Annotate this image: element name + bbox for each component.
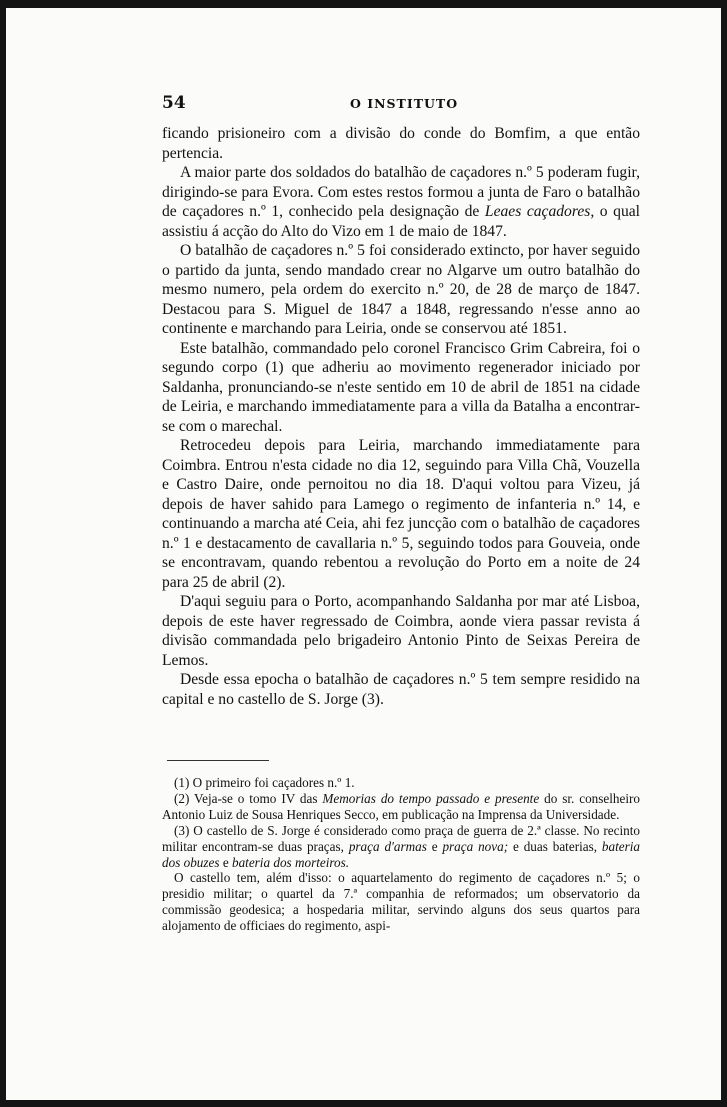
page-number: 54 bbox=[162, 93, 186, 113]
paragraph-5: Retrocedeu depois para Leiria, marchando immediatamente para Coimbra. Entrou n'esta cidade no dia 12, seguindo para Villa Chã, Vouzella e Castro Daire, onde pernoitou no dia 18. D'aqui voltou para Vizeu, já depois de haver sahido para Lamego o regimento de infanteria n.º 14, e continuando a marcha até Ceia, ahi fez juncção com o batalhão de caçadores n.º 1 e destacamento de cavallaria n.º 5, seguindo todos para Gouveia, onde se encontravam, quando rebentou a revolução do Porto em a noite de 24 para 25 de abril (2). bbox=[162, 437, 640, 591]
paragraph-2: A maior parte dos soldados do batalhão de caçadores n.º 5 poderam fugir, dirigindo-se para Evora. Com estes restos formou a junta de Faro o batalhão de caçadores n.º 1, conhecido pela designação de Leaes caçadores, o qual assistiu á acção do Alto do Vizo em 1 de maio de 1847. bbox=[162, 164, 640, 240]
footnote-3-continued: O castello tem, além d'isso: o aquartelamento do regimento de caçadores n.º 5; o presidio militar; o quartel da 7.ª companhia de reformados; um observatorio da commissão geodesica; a hospedaria militar, servindo alguns dos seus quartos para alojamento de officiaes do regimento, aspi- bbox=[162, 870, 640, 934]
paragraph-6: D'aqui seguiu para o Porto, acompanhando Saldanha por mar até Lisboa, depois de este haver regressado de Coimbra, aonde viera passar revista á divisão commandada pelo brigadeiro Antonio Pinto de Seixas Pereira de Lemos. bbox=[162, 593, 640, 669]
paragraph-1: ficando prisioneiro com a divisão do conde do Bomfim, a que então pertencia. bbox=[162, 125, 640, 162]
paragraph-3: O batalhão de caçadores n.º 5 foi considerado extincto, por haver seguido o partido da junta, sendo mandado crear no Algarve um outro batalhão do mesmo numero, pela ordem do exercito n.º 20, de 28 de março de 1847. Destacou para S. Miguel de 1847 a 1848, regressando n'esse anno ao continente e marchando para Leiria, onde se conservou até 1851. bbox=[162, 242, 640, 337]
paragraph-4: Este batalhão, commandado pelo coronel Francisco Grim Cabreira, foi o segundo corpo (1) que adheriu ao movimento regenerador iniciado por Saldanha, pronunciando-se n'este sentido em 10 de abril de 1851 na cidade de Leiria, e marchando immediatamente para a villa da Batalha a encontrar-se com o marechal. bbox=[162, 339, 640, 435]
running-title: O INSTITUTO bbox=[350, 96, 459, 111]
footnotes bbox=[162, 775, 640, 934]
footnote-3: (3) O castello de S. Jorge é considerado como praça de guerra de 2.ª classe. No recinto militar encontram-se duas praças, praça d'armas e praça nova; e duas baterias, bateria dos obuzes e bateria dos morteiros. bbox=[162, 822, 641, 870]
page-header bbox=[6, 93, 721, 115]
footnote-2: (2) Veja-se o tomo IV das Memorias do tempo passado e presente do sr. conselheiro Antonio Luiz de Sousa Henriques Secco, em publicação na Imprensa da Universidade. bbox=[162, 790, 641, 822]
main-text bbox=[162, 124, 640, 709]
paragraph-7: Desde essa epocha o batalhão de caçadores n.º 5 tem sempre residido na capital e no castello de S. Jorge (3). bbox=[162, 671, 640, 708]
footnote-divider bbox=[167, 760, 269, 761]
footnote-1: (1) O primeiro foi caçadores n.º 1. bbox=[174, 775, 355, 790]
book-page bbox=[6, 8, 721, 1100]
